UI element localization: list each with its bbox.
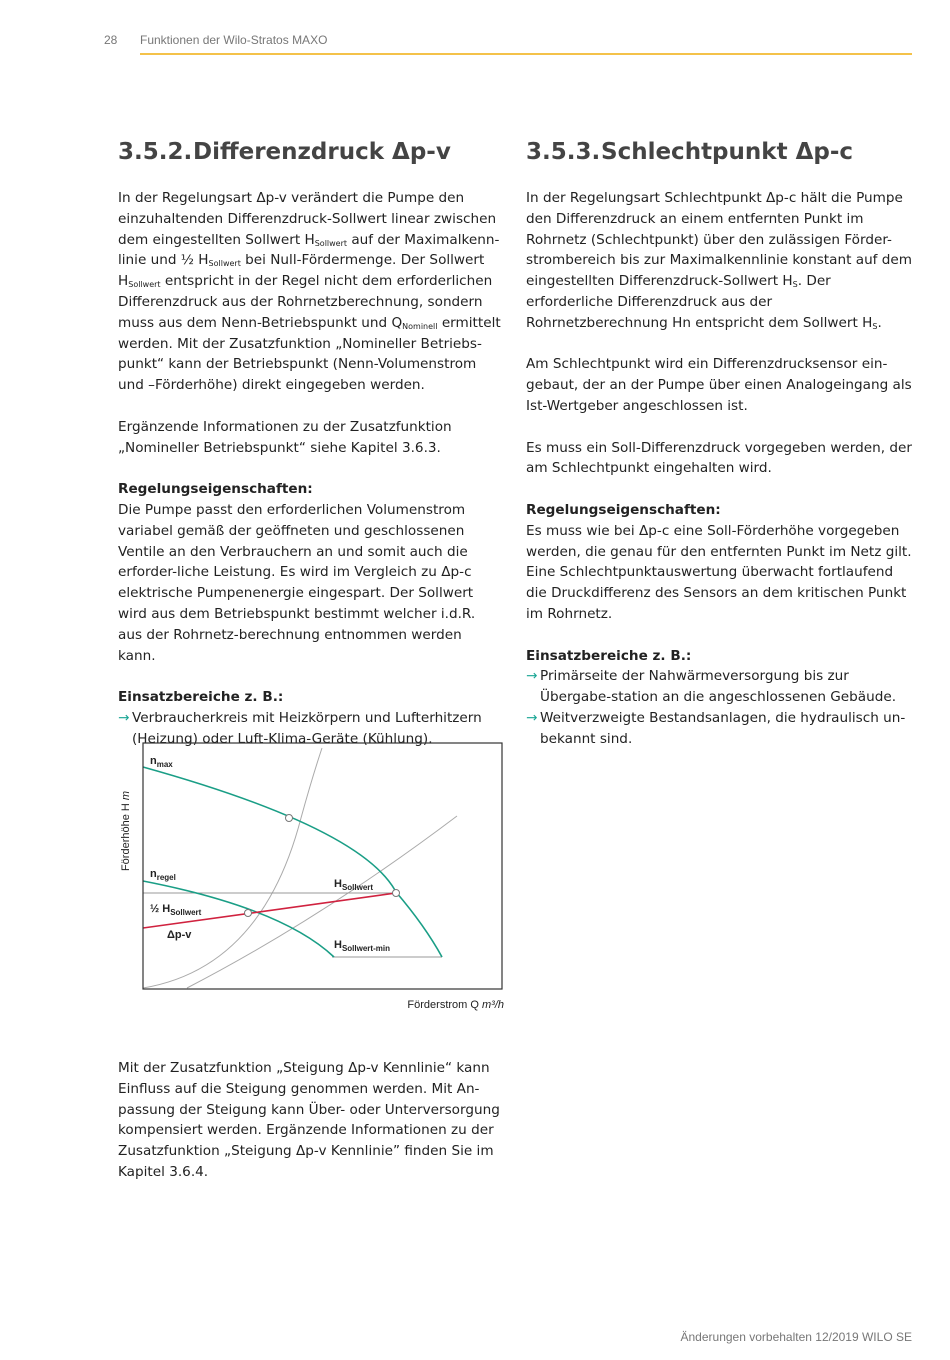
slope-paragraph: Mit der Zusatzfunktion „Steigung Δp-v Kennlinie“ kann Einfluss auf die Steigung genommen werden. Mit An-passung der Steigung kann Über- oder Unterversorgung kompensiert werden. Ergänzende Informationen zu der Zusatzfunktion „Steigung Δp-v Kennlinie” finden Sie im Kapitel 3.6.4.	[118, 1060, 500, 1180]
arrow-right-icon: →	[526, 668, 538, 685]
reference-paragraph: Ergänzende Informationen zu der Zusatzfunktion „Nomineller Betriebspunkt“ siehe Kapitel 3.6.3.	[118, 418, 452, 456]
properties-label: Regelungseigenschaften:	[118, 481, 313, 498]
label-nmax: $n_{max}$	[150, 755, 173, 769]
label-h-sollwert-min: $H_{Sollwert-min}$	[334, 939, 390, 953]
section-heading	[526, 138, 916, 166]
label-h-sollwert: $H_{Sollwert}$	[334, 878, 374, 892]
section-3-5-3	[526, 138, 916, 750]
running-header-title: Funktionen der Wilo-Stratos MAXO	[140, 33, 328, 47]
section-title: Schlechtpunkt Δp-c	[601, 139, 854, 165]
properties-text: Die Pumpe passt den erforderlichen Volumenstrom variabel gemäß der geöffneten und geschlossenen Ventile an den Verbrauchern an und somit auch die erforder-liche Leistung. Es wird im Vergleich zu Δp-c elektrische Pumpenenergie eingespart. Der Sollwert wird aus dem Betriebspunkt bestimmt welcher i.d.R. aus der Rohrnetz-berechnung entnommen werden kann.	[118, 501, 476, 664]
operating-point	[245, 910, 252, 917]
section-number: 3.5.3.	[526, 139, 601, 165]
label-half-h-sollwert: ½ $H_{Sollwert}$	[150, 903, 202, 917]
list-item: → Weitverzweigte Bestandsanlagen, die hydraulisch un-bekannt sind.	[526, 709, 906, 747]
sensor-paragraph: Am Schlechtpunkt wird ein Differenzdrucksensor ein-gebaut, der an der Pumpe über einen Analogeingang als Ist-Wertgeber angeschlossen ist.	[526, 356, 912, 414]
properties-text: Es muss wie bei Δp-c eine Soll-Förderhöhe vorgegeben werden, die genau für den entfernten Punkt im Netz gilt. Eine Schlechtpunktauswertung überwacht fortlaufend die Druckdifferenz des Sensors an dem kritischen Punkt im Rohrnetz.	[526, 522, 912, 622]
intro-paragraph: In der Regelungsart Δp-v verändert die Pumpe den einzuhaltenden Differenzdruck-Sollwert linear zwischen dem eingestellten Sollwert $H_{Sollwert}$ auf der Maximalkenn-linie und ½ $H_{Sollwert}$ bei Null-Fördermenge. Der Sollwert $H_{Sollwert}$ entspricht in der Regel nicht dem erforderlichen Differenzdruck aus der Rohrnetzberechnung, sondern muss aus dem Nenn-Betriebspunkt und $Q_{Nominell}$ ermittelt werden. Mit der Zusatzfunktion „Nomineller Betriebs-punkt“ kann der Betriebspunkt (Nenn-Volumenstrom und –Förderhöhe) direkt eingegeben werden.	[118, 190, 501, 394]
header-rule	[140, 53, 912, 55]
label-nregel: $n_{regel}$	[150, 868, 176, 882]
operating-point	[393, 890, 400, 897]
intro-paragraph: In der Regelungsart Schlechtpunkt Δp-c hält die Pumpe den Differenzdruck an einem entfernten Punkt im Rohrnetz (Schlechtpunkt) über den zulässigen Förder-strombereich bis zur Maximalkennlinie konstant auf dem eingestellten Differenzdruck-Sollwert $H_S$. Der erforderliche Differenzdruck aus der Rohrnetzberechnung Hn entspricht dem Sollwert $H_S$.	[526, 190, 913, 331]
section-heading	[118, 138, 503, 166]
list-item: → Primärseite der Nahwärmeversorgung bis zur Übergabe-station an die angeschlossenen Gebäude.	[526, 668, 897, 706]
plot-frame	[143, 743, 502, 989]
pump-curve-nregel	[143, 881, 334, 957]
y-axis-label: Förderhöhe H m	[120, 790, 132, 872]
arrow-right-icon: →	[118, 709, 130, 726]
application-label: Einsatzbereiche z. B.:	[118, 689, 284, 706]
setpoint-paragraph: Es muss ein Soll-Differenzdruck vorgegeben werden, der am Schlechtpunkt eingehalten wird.	[526, 439, 912, 477]
section-number: 3.5.2.	[118, 139, 193, 165]
operating-point	[286, 815, 293, 822]
arrow-right-icon: →	[526, 709, 538, 726]
application-label: Einsatzbereiche z. B.:	[526, 647, 692, 664]
list-item: → Verbraucherkreis mit Heizkörpern und Lufterhitzern (Heizung) oder Luft-Klima-Geräte (Kühlung).	[118, 709, 482, 747]
page-number: 28	[104, 33, 118, 47]
dpv-control-diagram	[112, 738, 512, 1023]
slope-paragraph-block	[118, 1058, 503, 1183]
properties-label: Regelungseigenschaften:	[526, 501, 721, 518]
section-title: Differenzdruck Δp-v	[193, 139, 451, 165]
section-3-5-2	[118, 138, 503, 750]
footer-text: Änderungen vorbehalten 12/2019 WILO SE	[680, 1330, 912, 1344]
application-list	[526, 666, 916, 749]
label-dpv: Δp-v	[167, 929, 192, 941]
x-axis-label: Förderstrom Q m³/h	[407, 999, 504, 1011]
system-curve-upper	[143, 748, 322, 988]
